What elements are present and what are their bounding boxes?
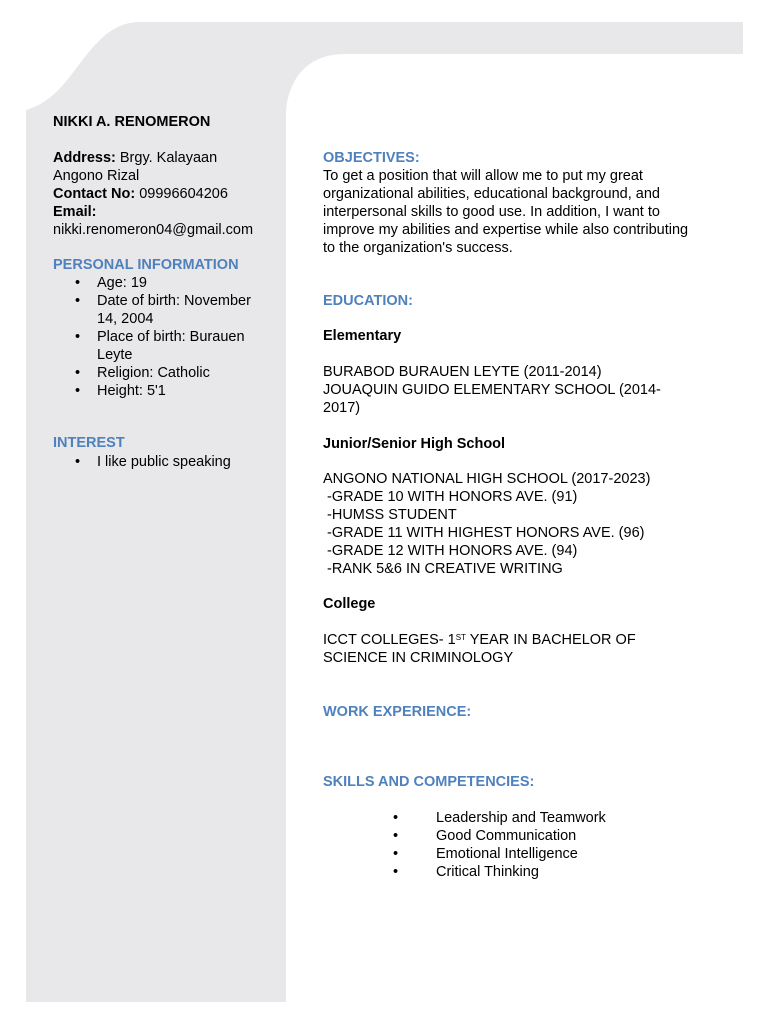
college-label: College bbox=[323, 596, 376, 612]
list-item: • Place of birth: Burauen Leyte bbox=[75, 329, 245, 363]
bullet-icon: • bbox=[75, 293, 81, 309]
list-item: • Height: 5'1 bbox=[75, 383, 166, 399]
bullet-icon: • bbox=[75, 365, 81, 381]
list-item: • Religion: Catholic bbox=[75, 365, 210, 381]
address-line1: Brgy. Kalayaan bbox=[115, 150, 218, 166]
skills-list bbox=[393, 809, 606, 881]
skills-heading: SKILLS AND COMPETENCIES: bbox=[323, 774, 535, 790]
contact-block bbox=[53, 149, 253, 239]
personal-info-list bbox=[75, 274, 251, 400]
email-value: nikki.renomeron04@gmail.com bbox=[53, 222, 254, 238]
education-heading: EDUCATION: bbox=[323, 293, 413, 309]
list-item: • Leadership and Teamwork bbox=[393, 810, 606, 826]
work-experience-heading: WORK EXPERIENCE: bbox=[323, 704, 472, 720]
list-item: • Critical Thinking bbox=[393, 864, 539, 880]
bullet-icon: • bbox=[393, 828, 399, 844]
objectives-text: To get a position that will allow me to put my great organizational abilities, educational background, and interpersonal skills to good use. In addition, I want to improve my abilities and expertise while also contributing to the organization's success. bbox=[323, 168, 689, 256]
list-item: • Date of birth: November 14, 2004 bbox=[75, 293, 251, 327]
bullet-icon: • bbox=[75, 383, 81, 399]
elementary-label: Elementary bbox=[323, 328, 402, 344]
personal-info-heading: PERSONAL INFORMATION bbox=[53, 257, 239, 273]
objectives-heading: OBJECTIVES: bbox=[323, 150, 420, 166]
college-details: ICCT COLLEGES- 1ST YEAR IN BACHELOR OF SCIENCE IN CRIMINOLOGY bbox=[323, 632, 636, 666]
list-item: • I like public speaking bbox=[75, 454, 231, 470]
bullet-icon: • bbox=[393, 846, 399, 862]
contact-value: 09996604206 bbox=[135, 186, 228, 202]
bullet-icon: • bbox=[393, 864, 399, 880]
interest-list bbox=[75, 453, 231, 471]
interest-heading: INTEREST bbox=[53, 435, 125, 451]
bullet-icon: • bbox=[75, 275, 81, 291]
elementary-details: BURABOD BURAUEN LEYTE (2011-2014) JOUAQUIN GUIDO ELEMENTARY SCHOOL (2014- 2017) bbox=[323, 364, 661, 416]
address-line2: Angono Rizal bbox=[53, 168, 140, 184]
bullet-icon: • bbox=[75, 454, 81, 470]
bullet-icon: • bbox=[75, 329, 81, 345]
list-item: • Good Communication bbox=[393, 828, 577, 844]
email-label: Email: bbox=[53, 204, 97, 220]
candidate-name: NIKKI A. RENOMERON bbox=[53, 114, 211, 130]
high-school-details: ANGONO NATIONAL HIGH SCHOOL (2017-2023) -GRADE 10 WITH HONORS AVE. (91) -HUMSS STUDENT -GRADE 11 WITH HIGHEST HONORS AVE. (96) -GRADE 12 WITH HONORS AVE. (94) -RANK 5&6 IN CREATIVE WRITING bbox=[323, 471, 651, 577]
bullet-icon: • bbox=[393, 810, 399, 826]
contact-label: Contact No: bbox=[53, 186, 136, 202]
list-item: • Age: 19 bbox=[75, 275, 147, 291]
list-item: • Emotional Intelligence bbox=[393, 846, 578, 862]
address-label: Address: bbox=[53, 150, 116, 166]
high-school-label: Junior/Senior High School bbox=[323, 436, 506, 452]
